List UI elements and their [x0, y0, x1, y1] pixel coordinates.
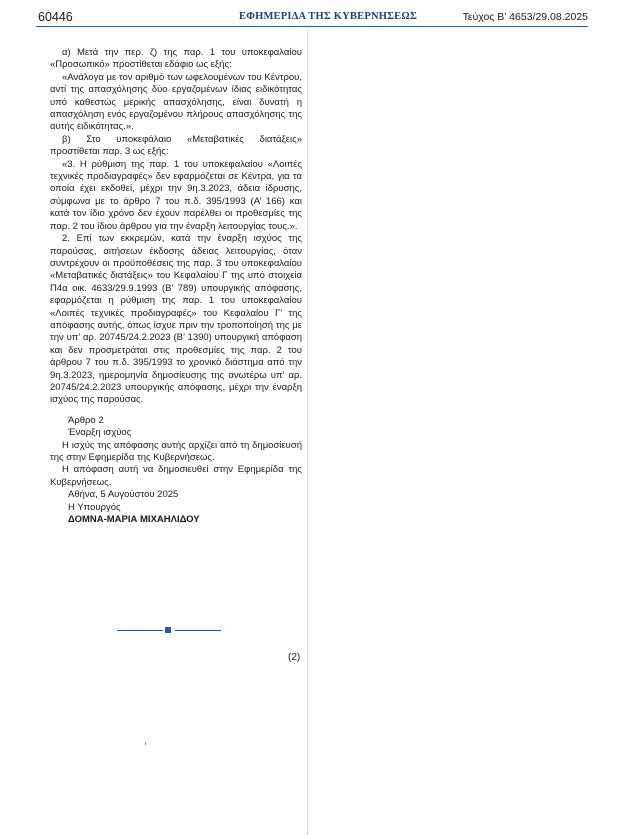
signature-place-date: Αθήνα, 5 Αυγούστου 2025 [68, 489, 179, 501]
ornament-square [165, 627, 171, 633]
quote-b: «3. Η ρύθμιση της παρ. 1 του υποκεφαλαίου «Λοιπές τεχνικές προδιαγραφές» δεν εφαρμόζεται σε Κέντρα, για τα οποία έχει εκδοθεί, μέχρι την 9η.3.2023, άδεια ίδρυσης, σύμφωνα με το άρθρο 7 του π.δ. 395/1993 (Α’ 166) και κατά τον ίδιο χρόνο δεν έχουν παρέλθει οι προθεσμίες της παρ. 2 του ίδιου άρθρου για την έναρξη λειτουργίας τους.». [50, 158, 302, 232]
article-title: Έναρξη ισχύος [68, 427, 132, 439]
margin-mark [145, 742, 146, 745]
signature-block [50, 489, 302, 526]
gazette-title: ΕΦΗΜΕΡΙΔΑ ΤΗΣ ΚΥΒΕΡΝΗΣΕΩΣ [239, 11, 418, 22]
signature-role: Η Υπουργός [68, 501, 121, 513]
ornament-line-left [117, 630, 163, 631]
publish-paragraph: Η απόφαση αυτή να δημοσιευθεί στην Εφημερίδα της Κυβερνήσεως. [50, 464, 302, 488]
ornament-line-right [175, 630, 221, 631]
paragraph-a: α) Μετά την περ. ζ) της παρ. 1 του υποκεφαλαίου «Προσωπικό» προστίθεται εδάφιο ως εξής: [50, 47, 302, 71]
signature-name: ΔΟΜΝΑ-ΜΑΡΙΑ ΜΙΧΑΗΛΙΔΟΥ [68, 514, 200, 526]
issue-reference: Τεύχος Β’ 4653/29.08.2025 [462, 11, 588, 23]
header-rule [36, 26, 588, 27]
column-separator [307, 30, 308, 835]
left-column [50, 47, 302, 526]
quote-a: «Ανάλογα με τον αριθμό των ωφελουμένων του Κέντρου, αντί της απασχόλησης δύο εργαζομένων ίδιας ειδικότητας υπό καθεστώς μερικής απασχόλησης, είναι δυνατή η απασχόληση ενός εργαζομένου πλήρους απασχόλησης της αυτής ειδικότητας.». [50, 71, 302, 133]
end-ornament [117, 627, 221, 635]
effect-paragraph: Η ισχύς της απόφασης αυτής αρχίζει από τη δημοσίευσή της στην Εφημερίδα της Κυβερνήσεως. [50, 439, 302, 463]
page-header [36, 10, 588, 26]
article-number: Άρθρο 2 [68, 414, 104, 426]
paragraph-b: β) Στο υποκεφάλαιο «Μεταβατικές διατάξεις» προστίθεται παρ. 3 ως εξής: [50, 133, 302, 158]
page-number: 60446 [38, 10, 73, 24]
article-heading [50, 415, 302, 440]
paragraph-2: 2. Επί των εκκρεμών, κατά την έναρξη ισχύος της παρούσας, αιτήσεων έκδοσης άδειας λειτουργίας, όταν συντρέχουν οι προϋποθέσεις της παρ. 3 του υποκεφαλαίου «Μεταβατικές διατάξεις» του Κεφαλαίου Γ της υπό στοιχεία Π4α οικ. 4633/29.9.1993 (Β’ 789) υπουργικής απόφασης, εφαρμόζεται η ρύθμιση της παρ. 1 του υποκεφαλαίου «Λοιπές τεχνικές προδιαγραφές» του Κεφαλαίου Γ’ της απόφασης αυτής, όπως ίσχυε πριν την τροποποίησή της με την υπ’ αρ. 20745/24.2.2023 (Β’ 1390) υπουργική απόφαση και δεν προσμετράται στις προθεσμίες της παρ. 2 του άρθρου 7 του π.δ. 395/1993 το χρονικό διάστημα από την 9η.3.2023, ημερομηνία δημοσίευσης της ανωτέρω υπ’ αρ. 20745/24.2.2023 υπουργικής απόφασης, μέχρι την έναρξη ισχύος της παρούσας. [50, 233, 302, 406]
footnote-marker: (2) [288, 652, 301, 663]
